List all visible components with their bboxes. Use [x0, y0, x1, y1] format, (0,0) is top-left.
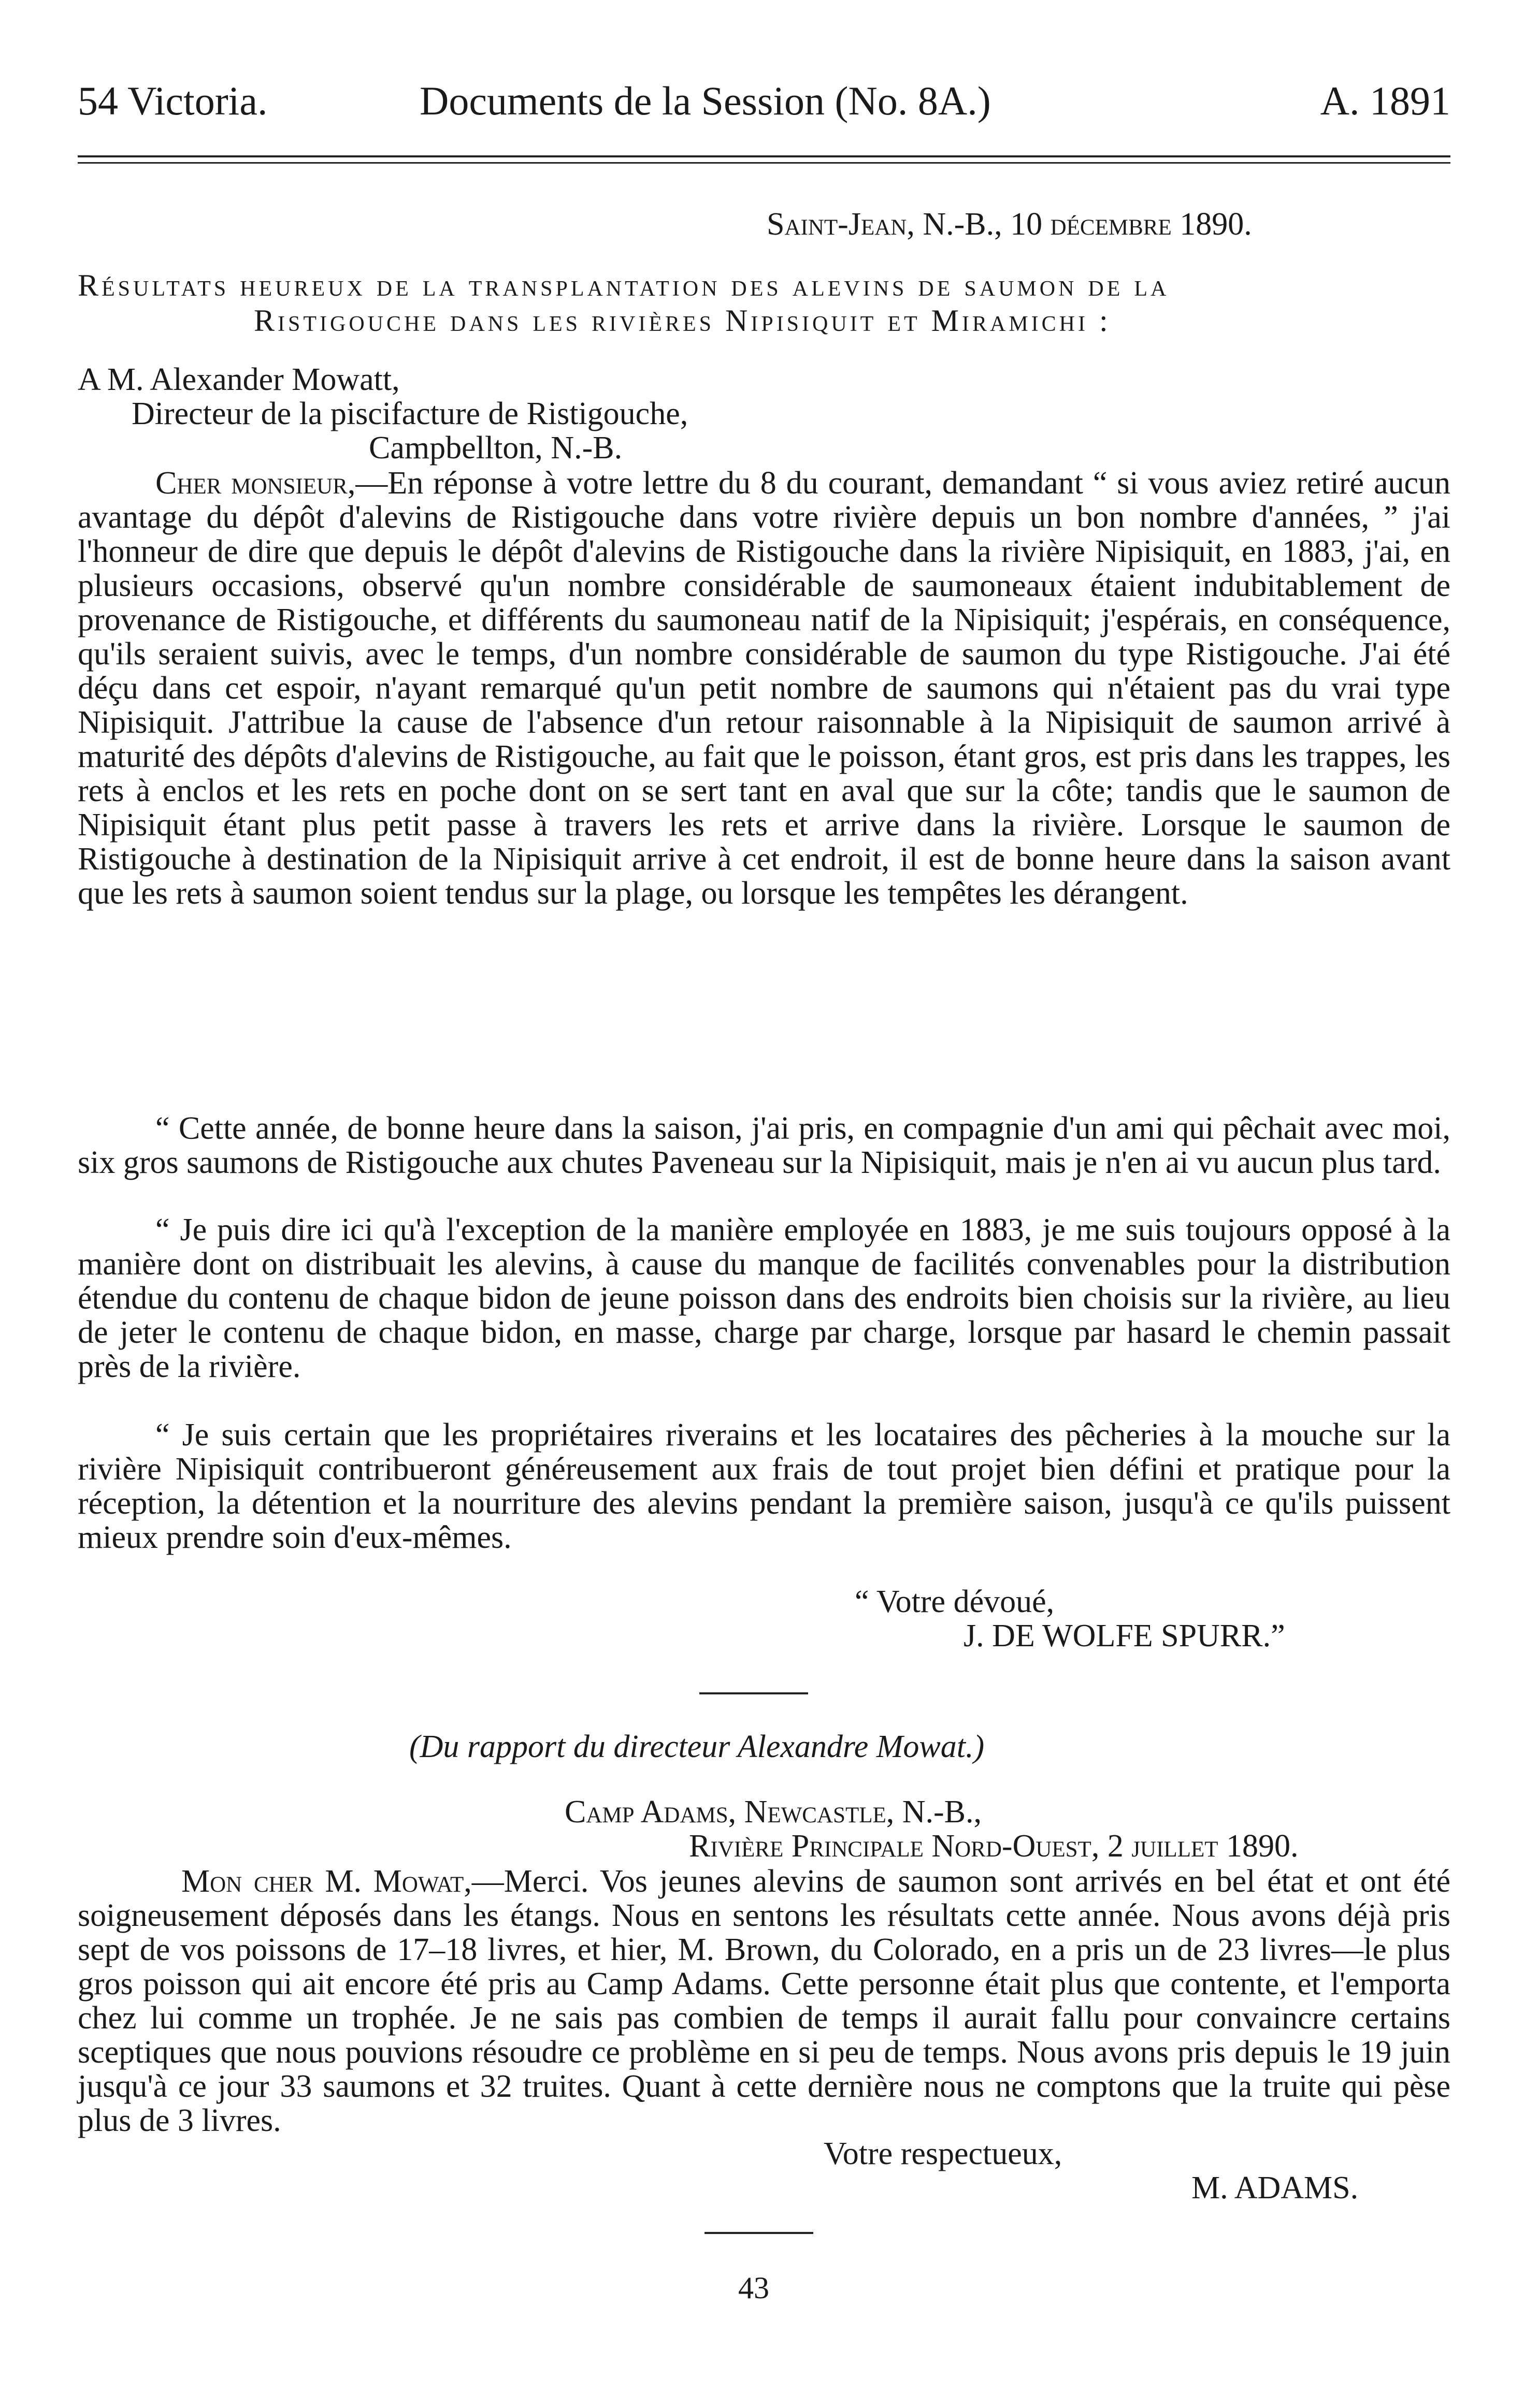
letter2-place-line1: Camp Adams, Newcastle, N.-B., [565, 1794, 982, 1830]
letter1-paragraph1-text: —En réponse à votre lettre du 8 du courant, demandant “ si vous aviez retiré aucun avantage du dépôt d'alevins de Ristigouche dans votre rivière depuis un bon nombre d'années, ” j'ai l'honneur de dire que depuis le dépôt d'alevins de Ristigouche dans la rivière Nipisiquit, en 1883, j'ai, en plusieurs occasions, observé qu'un nombre considérable de saumoneaux étaient indubitablement de provenance de Ristigouche, et différents du saumoneau natif de la Nipisiquit; j'espérais, en conséquence, qu'ils seraient suivis, avec le temps, d'un nombre considérable de saumon du type Ristigouche. J'ai été déçu dans cet espoir, n'ayant remarqué qu'un petit nombre de saumons qui n'étaient pas du vrai type Nipisiquit. J'attribue la cause de l'absence d'un retour raisonnable à la Nipisiquit de saumon arrivé à maturité des dépôts d'alevins de Ristigouche, au fait que le poisson, étant gros, est pris dans les trappes, les rets à enclos et les rets en poche dont on se sert tant en aval que sur la côte; tandis que le saumon de Nipisiquit étant plus petit passe à travers les rets et arrive dans la rivière. Lorsque le saumon de Ristigouche à destination de la Nipisiquit arrive à cet endroit, il est de bonne heure dans la saison avant que les rets à saumon soient tendus sur la plage, ou lorsque les tempêtes les dérangent. [78, 466, 1450, 911]
letter1-paragraph1 [78, 466, 1450, 910]
page-number: 43 [738, 2271, 769, 2305]
letter1-title-line1: Résultats heureux de la transplantation des alevins de saumon de la [78, 268, 1170, 302]
header-title: Documents de la Session (No. 8A.) [420, 78, 991, 123]
header-volume: 54 Victoria. [78, 78, 268, 123]
letter1-paragraph3: “ Je puis dire ici qu'à l'exception de la manière employée en 1883, je me suis toujours opposé à la manière dont on distribuait les alevins, à cause du manque de facilités convenables pour la distribution étendue du contenu de chaque bidon de jeune poisson dans des endroits bien choisis sur la rivière, au lieu de jeter le contenu de chaque bidon, en masse, charge par charge, lorsque par hasard le chemin passait près de la rivière. [78, 1212, 1450, 1384]
letter2-paragraph1 [78, 1864, 1450, 2138]
letter1-address-line3: Campbellton, N.-B. [369, 430, 623, 466]
letter2-salutation: Mon cher M. Mowat, [181, 1864, 472, 1899]
document-page [78, 0, 1450, 2408]
section-divider [699, 1692, 808, 1694]
letter1-address-line1: A M. Alexander Mowatt, [78, 362, 400, 397]
header-rule [78, 155, 1450, 164]
letter1-dateline: Saint-Jean, N.-B., 10 décembre 1890. [767, 207, 1252, 242]
running-header [78, 78, 1450, 124]
header-year: A. 1891 [1320, 78, 1450, 123]
letter2-caption: (Du rapport du directeur Alexandre Mowat.) [409, 1729, 985, 1764]
footer-divider [705, 2232, 813, 2234]
letter1-paragraph4: “ Je suis certain que les propriétaires riverains et les locataires des pêcheries à la mouche sur la rivière Nipisiquit contribueront généreusement aux frais de tout projet bien défini et pratique pour la réception, la détention et la nourriture des alevins pendant la première saison, jusqu'à ce qu'ils puissent mieux prendre soin d'eux-mêmes. [78, 1417, 1450, 1555]
letter1-salutation: Cher monsieur, [155, 466, 356, 501]
letter1-address-line2: Directeur de la piscifacture de Ristigouche, [132, 396, 688, 431]
letter2-place-line2: Rivière Principale Nord-Ouest, 2 juillet 1890. [689, 1829, 1299, 1864]
letter2-signature: M. ADAMS. [1191, 2170, 1359, 2206]
letter1-closing: “ Votre dévoué, [855, 1584, 1055, 1619]
letter1-title-line2: Ristigouche dans les rivières Nipisiquit et Miramichi : [254, 303, 1111, 338]
letter2-closing: Votre respectueux, [824, 2136, 1062, 2171]
letter1-signature: J. DE WOLFE SPURR.” [964, 1618, 1285, 1653]
letter2-paragraph1-text: —Merci. Vos jeunes alevins de saumon sont arrivés en bel état et ont été soigneusement déposés dans les étangs. Nous en sentons les résultats cette année. Nous avons déjà pris sept de vos poissons de 17–18 livres, et hier, M. Brown, du Colorado, en a pris un de 23 livres—le plus gros poisson qui ait encore été pris au Camp Adams. Cette personne était plus que contente, et l'emporta chez lui comme un trophée. Je ne sais pas combien de temps il aurait fallu pour convaincre certains sceptiques que nous pouvions résoudre ce problème en si peu de temps. Nous avons pris depuis le 19 juin jusqu'à ce jour 33 saumons et 32 truites. Quant à cette dernière nous ne comptons que la truite qui pèse plus de 3 livres. [78, 1864, 1450, 2138]
letter1-paragraph2: “ Cette année, de bonne heure dans la saison, j'ai pris, en compagnie d'un ami qui pêchait avec moi, six gros saumons de Ristigouche aux chutes Paveneau sur la Nipisiquit, mais je n'en ai vu aucun plus tard. [78, 1111, 1450, 1180]
